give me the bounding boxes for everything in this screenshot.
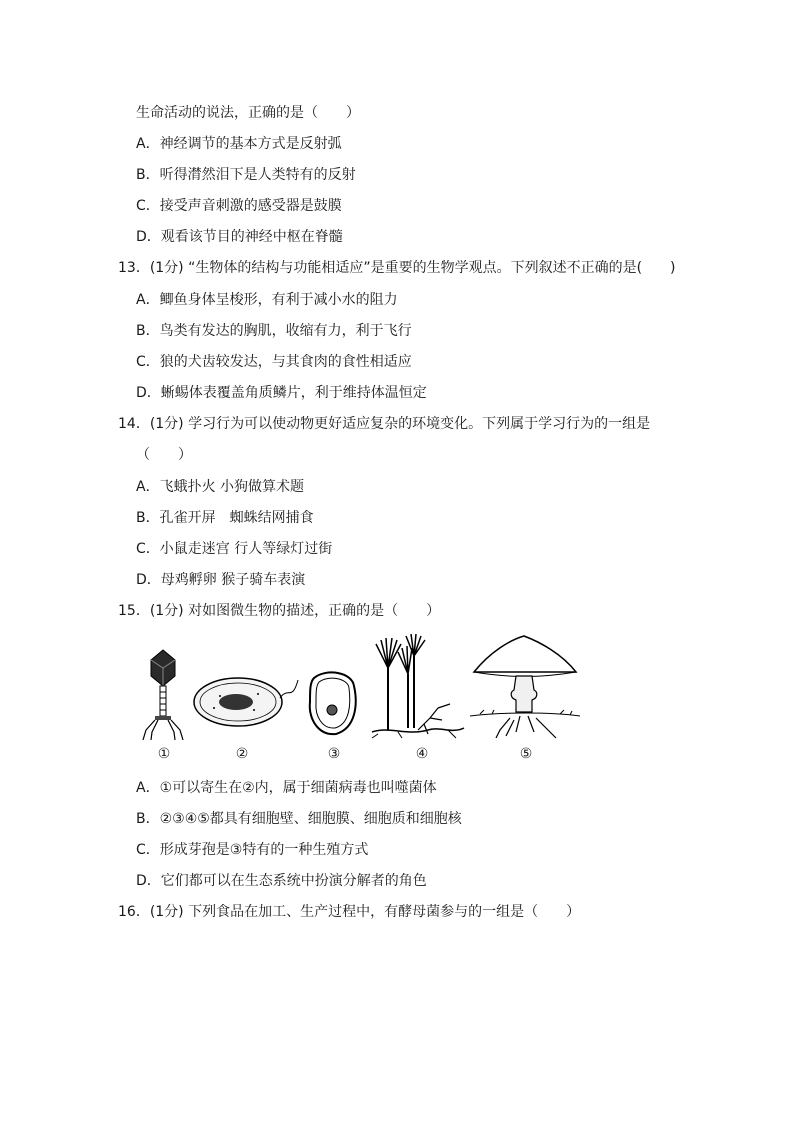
q15-option-b[interactable]: B．②③④⑤都具有细胞壁、细胞膜、细胞质和细胞核 — [136, 811, 462, 827]
yeast-cell-illustration — [306, 668, 360, 738]
q16-stem: 16．(1分) 下列食品在加工、生产过程中，有酵母菌参与的一组是（ ） — [118, 904, 581, 920]
q13-option-a[interactable]: A．鲫鱼身体呈梭形，有利于减小水的阻力 — [136, 292, 398, 308]
q14-stem: 14．(1分) 学习行为可以使动物更好适应复杂的环境变化。下列属于学习行为的一组是 — [118, 416, 651, 432]
q13-option-b[interactable]: B．鸟类有发达的胸肌，收缩有力，利于飞行 — [136, 323, 412, 339]
q12-option-a[interactable]: A．神经调节的基本方式是反射弧 — [136, 136, 342, 152]
figure-label-2: ② — [235, 746, 249, 762]
mold-illustration — [368, 634, 468, 740]
q14-option-b[interactable]: B．孔雀开屏 蜘蛛结网捕食 — [136, 510, 314, 526]
q15-option-c[interactable]: C．形成芽孢是③特有的一种生殖方式 — [136, 842, 369, 858]
q15-stem: 15．(1分) 对如图微生物的描述，正确的是（ ） — [118, 603, 441, 619]
q14-option-c[interactable]: C．小鼠走迷宫 行人等绿灯过街 — [136, 541, 333, 557]
mushroom-illustration — [470, 632, 580, 740]
bacteriophage-illustration — [138, 648, 188, 740]
q14-option-a[interactable]: A．飞蛾扑火 小狗做算术题 — [136, 479, 305, 495]
q15-option-a[interactable]: A．①可以寄生在②内，属于细菌病毒也叫噬菌体 — [136, 780, 437, 796]
q12-option-c[interactable]: C．接受声音刺激的感受器是鼓膜 — [136, 198, 342, 214]
q13-option-c[interactable]: C．狼的犬齿较发达，与其食肉的食性相适应 — [136, 354, 412, 370]
figure-label-4: ④ — [415, 746, 429, 762]
figure-label-5: ⑤ — [519, 746, 533, 762]
figure-label-3: ③ — [327, 746, 341, 762]
q13-stem: 13．(1分) “生物体的结构与功能相适应”是重要的生物学观点。下列叙述不正确的是( ) — [118, 260, 676, 276]
q12-option-d[interactable]: D．观看该节目的神经中枢在脊髓 — [136, 229, 343, 245]
figure-label-1: ① — [157, 746, 171, 762]
q14-option-d[interactable]: D．母鸡孵卵 猴子骑车表演 — [136, 572, 306, 588]
q12-stem-continuation: 生命活动的说法，正确的是（ ） — [136, 105, 360, 121]
q12-option-b[interactable]: B．听得潸然泪下是人类特有的反射 — [136, 167, 356, 183]
q14-stem-continuation: （ ） — [136, 447, 192, 463]
microorganism-figure — [130, 628, 580, 768]
q15-option-d[interactable]: D．它们都可以在生态系统中扮演分解者的角色 — [136, 873, 427, 889]
q13-option-d[interactable]: D．蜥蜴体表覆盖角质鳞片，利于维持体温恒定 — [136, 385, 427, 401]
bacterium-illustration — [192, 672, 302, 732]
